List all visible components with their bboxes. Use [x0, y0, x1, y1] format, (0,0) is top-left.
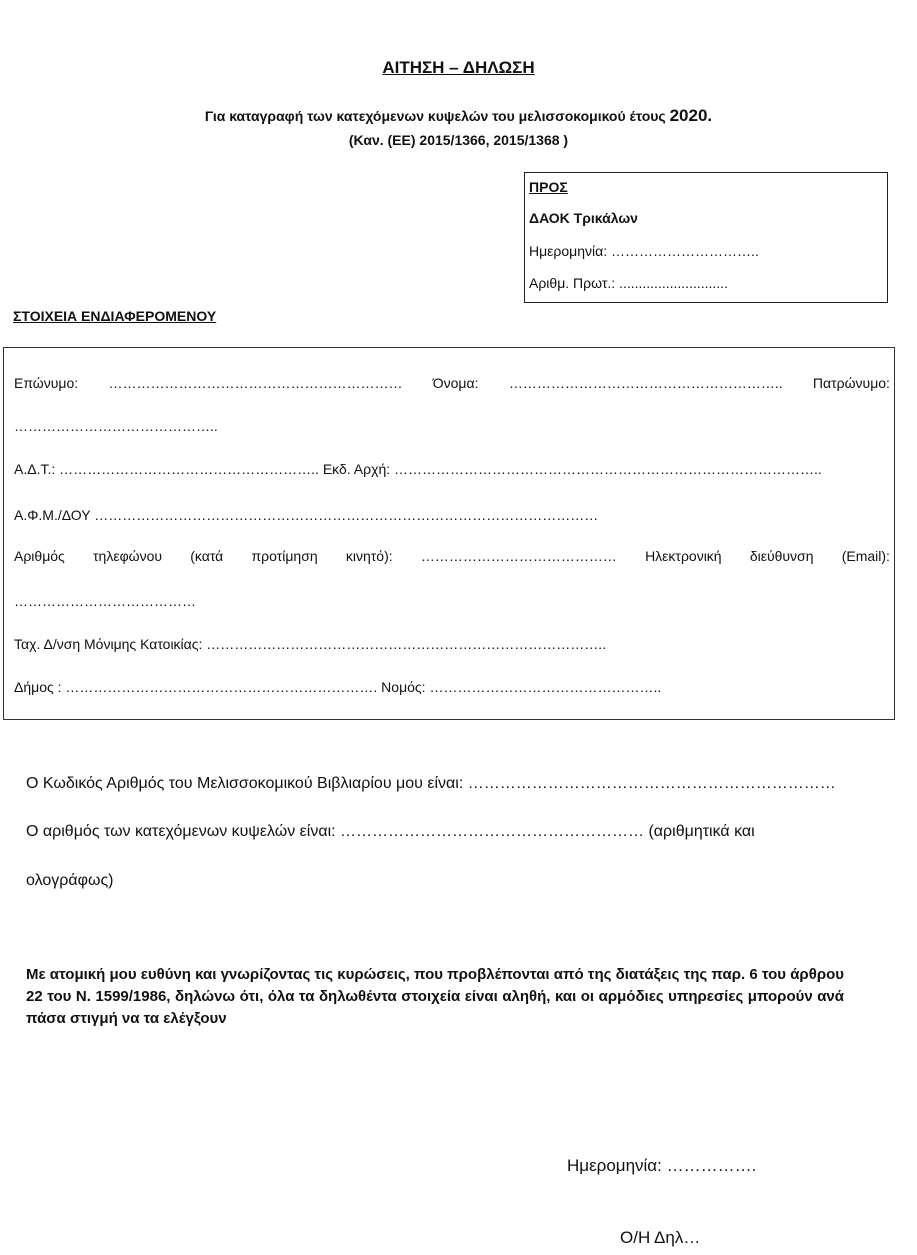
- signature-date-line: Ημερομηνία: …………….: [567, 1156, 757, 1175]
- name-row: [14, 375, 890, 391]
- surname-field: ………………………………………………………: [108, 375, 403, 391]
- responsibility-declaration: Με ατομική μου ευθύνη και γνωρίζοντας τις κυρώσεις, που προβλέπονται από της διατάξεις της παρ. 6 του άρθρου 22 του Ν. 1599/1986, δηλώνω ότι, όλα τα δηλωθέντα στοιχεία είναι αληθή, και οι αρμόδιες υπηρεσίες μπορούν ανά πάσα στιγμή να τα ελέγξουν: [26, 966, 844, 1027]
- first-name-field: …………………………………………………..: [508, 375, 783, 391]
- recipient-date-field: Ημερομηνία: …………………………..: [529, 243, 759, 259]
- applicant-info-box: [3, 347, 895, 720]
- subtitle-year: 2020.: [669, 106, 713, 125]
- document-subtitle: [0, 106, 917, 126]
- phone-email-row: [14, 548, 890, 564]
- hive-count-line: Ο αριθμός των κατεχόμενων κυψελών είναι: ………………………………………………… (αριθμητικά και: [26, 823, 755, 840]
- recipient-label: ΠΡΟΣ: [529, 179, 568, 195]
- email-label-word-1: Ηλεκτρονική: [645, 548, 722, 564]
- phone-label-word-4: προτίμηση: [251, 548, 318, 564]
- email-label-word-3: (Email):: [841, 548, 890, 564]
- hive-count-line-continued: ολογράφως): [26, 872, 114, 889]
- municipality-prefecture-row: Δήμος : …………………………………………………………. Νομός: …………………………………………..: [14, 679, 662, 695]
- address-row: Ταχ. Δ/νση Μόνιμης Κατοικίας: …………………………………………………………………………..: [14, 636, 607, 652]
- surname-label: Επώνυμο:: [14, 375, 79, 391]
- beekeeping-booklet-code-line: Ο Κωδικός Αριθμός του Μελισσοκομικού Βιβλιαρίου μου είναι: ……………………………………………………………: [26, 775, 836, 792]
- recipient-office: ΔΑΟΚ Τρικάλων: [529, 210, 638, 226]
- email-label-word-2: διεύθυνση: [749, 548, 814, 564]
- phone-label-word-5: κινητό):: [345, 548, 393, 564]
- first-name-label: Όνομα:: [432, 375, 479, 391]
- phone-label-word-3: (κατά: [190, 548, 224, 564]
- recipient-protocol-field: Αριθμ. Πρωτ.: ............................: [529, 275, 728, 291]
- phone-field: ……………………………………: [420, 548, 617, 564]
- subtitle-text: Για καταγραφή των κατεχόμενων κυψελών του μελισσοκομικού έτους: [204, 108, 670, 124]
- recipient-box: [524, 172, 888, 303]
- phone-label-word-1: Αριθμός: [14, 548, 65, 564]
- id-card-row: Α.Δ.Τ.: ……………………………………………….. Εκδ. Αρχή: ………………………………………………………………………………..: [14, 461, 822, 477]
- document-title: ΑΙΤΗΣΗ – ΔΗΛΩΣΗ: [382, 58, 535, 77]
- fathers-name-label: Πατρώνυμο:: [812, 375, 890, 391]
- phone-label-word-2: τηλεφώνου: [93, 548, 163, 564]
- signer-line: Ο/Η Δηλ…: [620, 1228, 701, 1247]
- fathers-name-field: ……………………………………..: [14, 418, 218, 434]
- email-field: …………………………………: [14, 593, 196, 609]
- regulation-reference: (Καν. (ΕΕ) 2015/1366, 2015/1368 ): [348, 132, 569, 148]
- applicant-section-heading: ΣΤΟΙΧΕΙΑ ΕΝΔΙΑΦΕΡΟΜΕΝΟΥ: [13, 308, 217, 324]
- tax-id-row: Α.Φ.Μ./ΔΟΥ ………………………………………………………………………………………………: [14, 507, 599, 523]
